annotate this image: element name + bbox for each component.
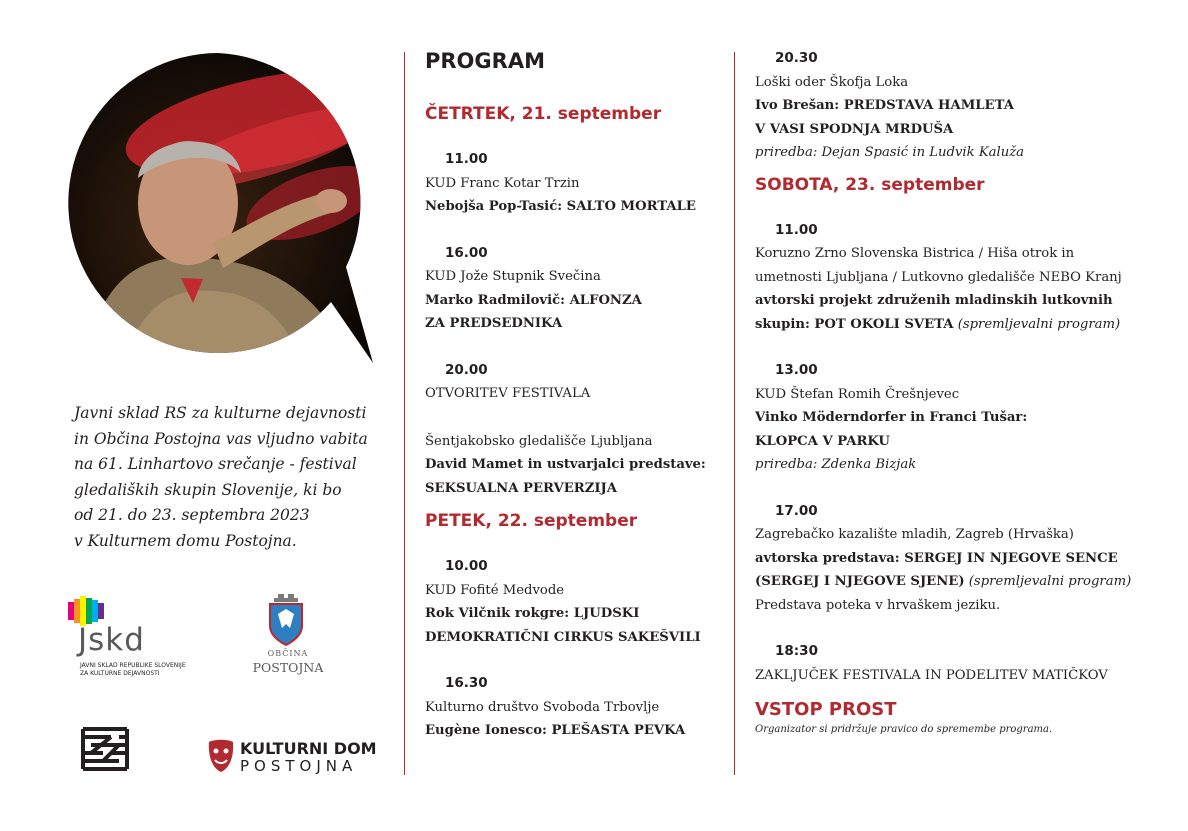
event-title: SEKSUALNA PERVERZIJA [425, 480, 618, 496]
divider-left [404, 52, 405, 775]
event-title: David Mamet in ustvarjalci predstave: [425, 457, 706, 472]
divider-right [734, 52, 735, 775]
event-group: KUD Štefan Romih Črešnjevec [755, 386, 960, 402]
event-group: Kulturno društvo Svoboda Trbovlje [425, 699, 660, 715]
event-note: (spremljevalni program) [957, 316, 1121, 332]
event-title: skupin: POT OKOLI SVETA [755, 316, 954, 332]
event-time: 16.30 [445, 675, 488, 691]
invitation-line: v Kulturnem domu Postojna. [74, 531, 297, 550]
event-title: DEMOKRATIČNI CIRKUS SAKEŠVILI [425, 629, 701, 645]
event-title: Ivo Brešan: PREDSTAVA HAMLETA [755, 98, 1014, 113]
event-title: avtorska predstava: SERGEJ IN NJEGOVE SENCE [755, 550, 1118, 566]
event-title: Rok Vilčnik rokgre: LJUDSKI [425, 606, 640, 621]
day-heading-friday: PETEK, 22. september [425, 511, 638, 531]
event-title: Nebojša Pop-Tasić: SALTO MORTALE [425, 199, 696, 214]
event-extra: Predstava poteka v hrvaškem jeziku. [755, 597, 1001, 613]
theatre-mask-icon [206, 738, 236, 774]
event-group: Koruzno Zrno Slovenska Bistrica / Hiša otrok in [755, 246, 1075, 261]
event-time: 16.00 [445, 244, 488, 261]
jskd-logo-sub2: ZA KULTURNE DEJAVNOSTI [80, 670, 160, 677]
event-time: 11.00 [775, 221, 818, 238]
event-time: 20.00 [445, 361, 488, 378]
obcina-line1: OBČINA [267, 649, 309, 658]
invitation-line: Javni sklad RS za kulturne dejavnosti [74, 404, 367, 422]
program-column-1 [425, 44, 730, 743]
event-time: 10.00 [445, 558, 488, 574]
invitation-text [74, 401, 394, 554]
program-title: PROGRAM [425, 49, 545, 73]
entry-free: VSTOP PROST [755, 699, 897, 720]
event-group: KUD Franc Kotar Trzin [425, 175, 580, 191]
event-time: 13.00 [775, 362, 818, 378]
program-column-2 [755, 47, 1175, 737]
obcina-line2: POSTOJNA [252, 660, 324, 675]
event-time: 17.00 [775, 502, 818, 519]
event-group: KUD Fofité Medvode [425, 582, 565, 598]
event-group: KUD Jože Stupnik Svečina [425, 269, 601, 284]
kulturni-dom-logo [206, 737, 386, 777]
obcina-postojna-logo [240, 594, 336, 684]
event-time: 11.00 [445, 151, 488, 167]
event-group: Šentjakobsko gledališče Ljubljana [425, 433, 653, 449]
event-title: Eugène Ionesco: PLEŠASTA PEVKA [425, 723, 686, 738]
invitation-line: gledaliških skupin Slovenije, ki bo [74, 480, 342, 499]
event-label: OTVORITEV FESTIVALA [425, 386, 591, 401]
event-title: avtorski projekt združenih mladinskih lutkovnih [755, 293, 1113, 308]
event-note: (spremljevalni program) [968, 574, 1132, 589]
jskd-logo [68, 596, 208, 686]
event-time: 20.30 [775, 50, 818, 66]
festival-maze-logo [81, 725, 129, 773]
event-group: Loški oder Škofja Loka [755, 74, 909, 90]
actor-photo [63, 53, 373, 363]
day-heading-saturday: SOBOTA, 23. september [755, 174, 985, 195]
event-group: umetnosti Ljubljana / Lutkovno gledališče NEBO Kranj [755, 269, 1122, 285]
invitation-line: od 21. do 23. septembra 2023 [74, 506, 310, 524]
jskd-logo-name: Jskd [78, 622, 145, 658]
event-time: 18:30 [775, 643, 818, 659]
event-credit: priredba: Dejan Spasić in Ludvik Kaluža [755, 145, 1025, 160]
day-heading-thursday: ČETRTEK, 21. september [425, 104, 662, 124]
event-title: Marko Radmilovič: ALFONZA [425, 292, 642, 308]
event-title: Vinko Möderndorfer in Franci Tušar: [755, 410, 1028, 425]
kulturni-dom-line2: POSTOJNA [240, 757, 358, 775]
disclaimer: Organizator si pridržuje pravico do spremembe programa. [755, 724, 1053, 735]
event-credit: priredba: Zdenka Bizjak [755, 457, 917, 472]
kulturni-dom-line1: KULTURNI DOM [240, 739, 377, 758]
invitation-line: na 61. Linhartovo srečanje - festival [74, 455, 357, 473]
event-title: KLOPCA V PARKU [755, 433, 890, 449]
event-title: ZA PREDSEDNIKA [425, 316, 563, 331]
event-label: ZAKLJUČEK FESTIVALA IN PODELITEV MATIČKOV [755, 667, 1108, 683]
coat-of-arms-icon [268, 594, 304, 646]
jskd-logo-sub1: JAVNI SKLAD REPUBLIKE SLOVENIJE [80, 662, 186, 669]
event-title: V VASI SPODNJA MRDUŠA [755, 121, 954, 137]
event-title: (SERGEJ I NJEGOVE SJENE) [755, 574, 965, 589]
invitation-line: in Občina Postojna vas vljudno vabita [74, 429, 368, 448]
event-group: Zagrebačko kazalište mladih, Zagreb (Hrvaška) [755, 527, 1074, 542]
